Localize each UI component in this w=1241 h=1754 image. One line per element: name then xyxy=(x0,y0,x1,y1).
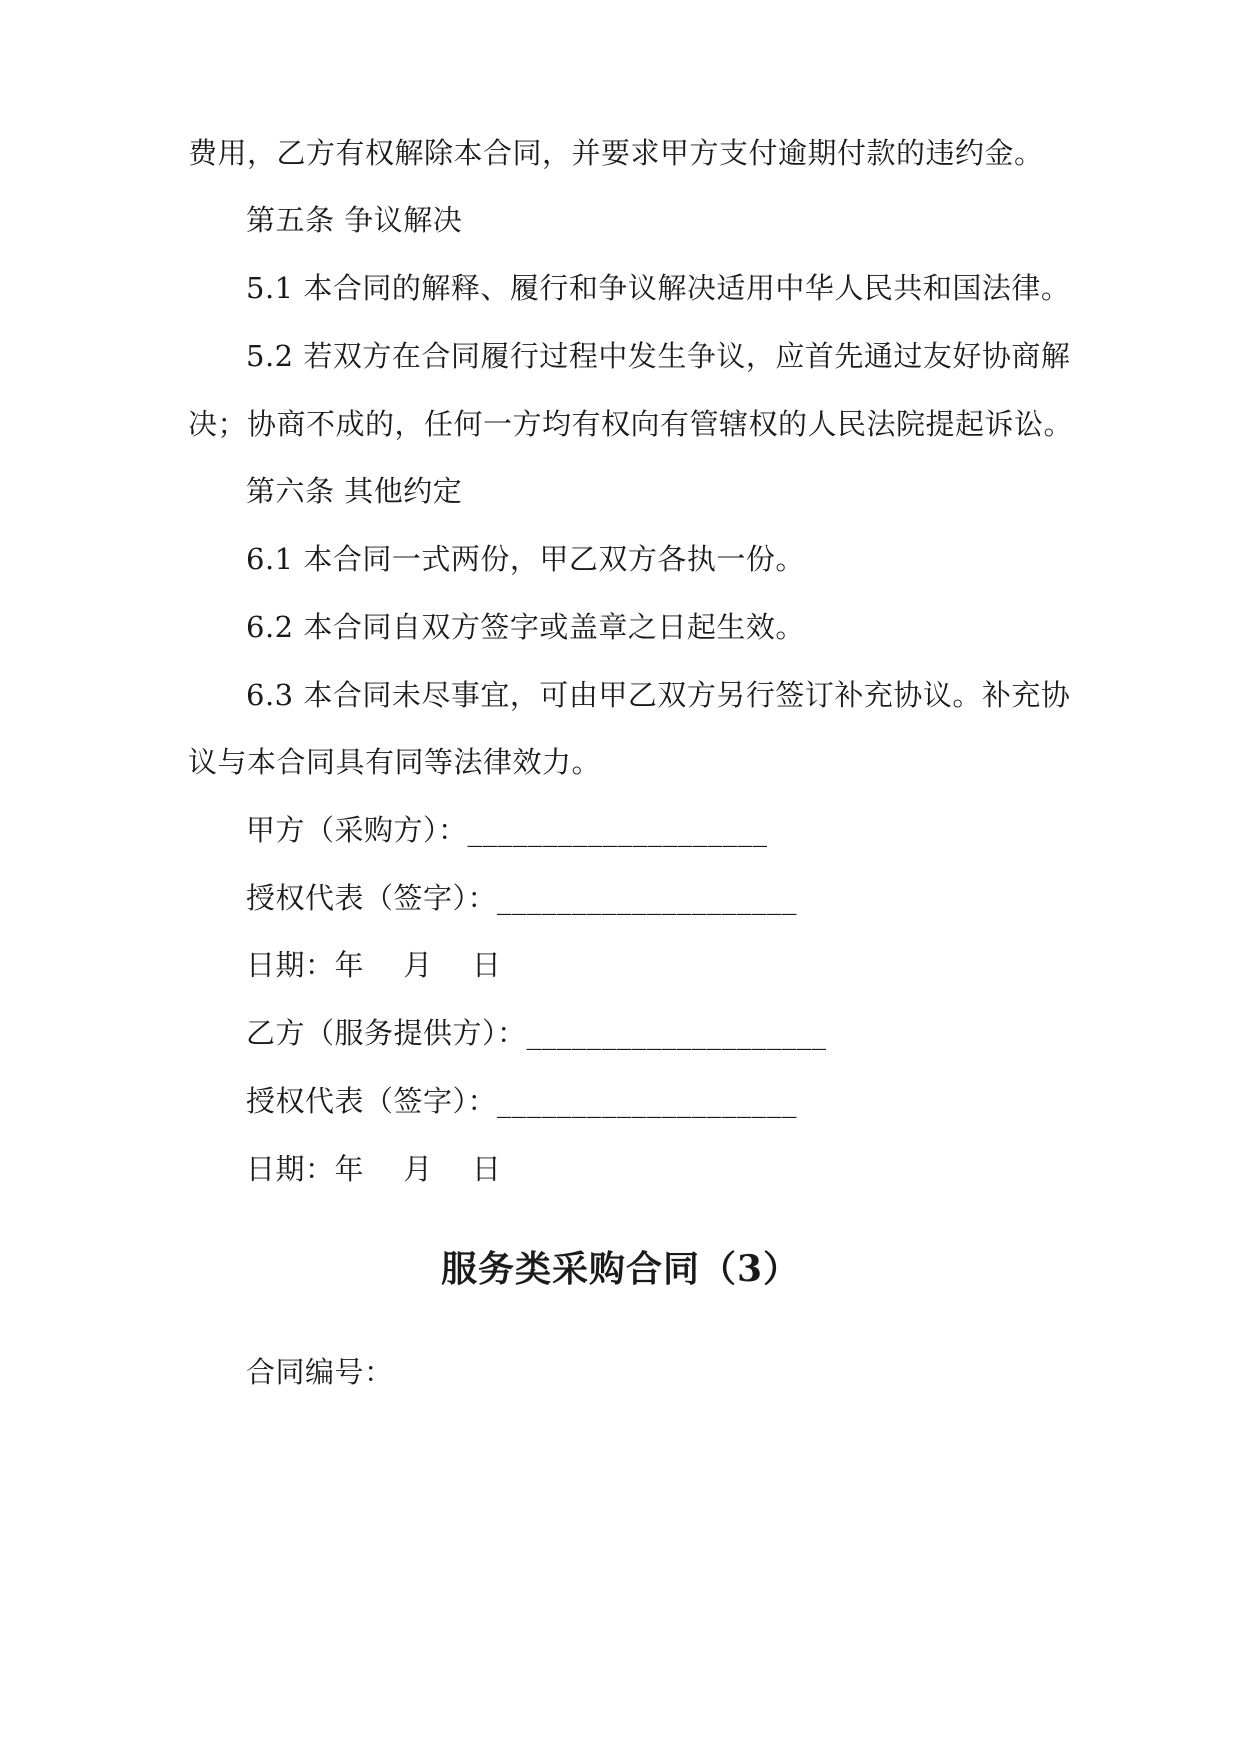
party-a-field: 甲方（采购方）：____________________ xyxy=(246,813,768,847)
party-a-representative-field: 授权代表（签字）：____________________ xyxy=(246,881,798,915)
paragraph-line: 决；协商不成的，任何一方均有权向有管辖权的人民法院提起诉讼。 xyxy=(188,407,1074,441)
article-heading: 第六条 其他约定 xyxy=(246,474,463,508)
article-heading: 第五条 争议解决 xyxy=(246,203,463,237)
party-b-representative-field: 授权代表（签字）：____________________ xyxy=(246,1084,798,1118)
clause-6-3: 6.3 本合同未尽事宜，可由甲乙双方另行签订补充协议。补充协 xyxy=(246,678,1071,712)
contract-title: 服务类采购合同（3） xyxy=(440,1248,801,1290)
party-b-field: 乙方（服务提供方）：____________________ xyxy=(246,1016,827,1050)
party-b-date-field: 日期：年 月 日 xyxy=(246,1152,502,1186)
clause-6-2: 6.2 本合同自双方签字或盖章之日起生效。 xyxy=(246,610,805,644)
contract-number-label: 合同编号： xyxy=(246,1355,394,1389)
party-a-date-field: 日期：年 月 日 xyxy=(246,948,502,982)
clause-6-1: 6.1 本合同一式两份，甲乙双方各执一份。 xyxy=(246,542,805,576)
paragraph-line: 费用，乙方有权解除本合同，并要求甲方支付逾期付款的违约金。 xyxy=(188,136,1044,170)
clause-5-1: 5.1 本合同的解释、履行和争议解决适用中华人民共和国法律。 xyxy=(246,271,1071,305)
clause-5-2: 5.2 若双方在合同履行过程中发生争议，应首先通过友好协商解 xyxy=(246,339,1071,373)
paragraph-line: 议与本合同具有同等法律效力。 xyxy=(188,745,602,779)
